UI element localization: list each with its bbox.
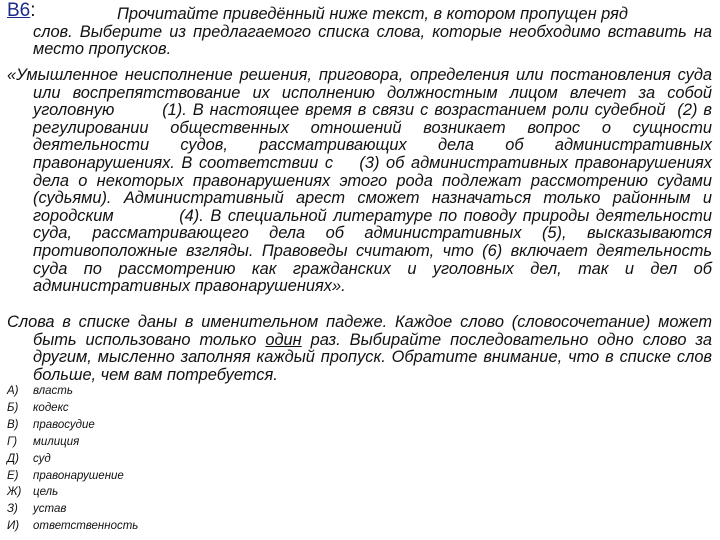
option-letter: И) [7, 520, 20, 533]
option-word: ответственность [33, 520, 139, 533]
options-list [7, 383, 138, 535]
option-word: суд [33, 452, 51, 465]
option-letter: З) [7, 503, 18, 516]
option-item [7, 468, 138, 485]
option-item [7, 417, 138, 434]
task-intro [7, 6, 712, 59]
option-word: милиция [33, 435, 80, 448]
quote-paragraph: «Умышленное неисполнение решения, приговора, определения или постановления суда или воспрепятствование их исполнению должностным лицом влечет за собой уголовную (1). В настоящее время в связи с возрастанием роли судебной (2) в регулировании общественных отношений возникает вопрос о сущности деятельности судов, рассматривающих дела об административных правонарушениях. В соответствии с (3) об административных правонарушениях дела о некоторых правонарушениях этого рода подлежат рассмотрению судами (судьями). Административный арест сможет назначаться только районным и городским (4). В специальной литературе по поводу природы деятельности суда, рассматривающего дела об административных (5), высказываются противоположные взгляды. Правоведы считают, что (6) включает деятельность суда по рассмотрению как гражданских и уголовных дел, так и дел об административных правонарушениях». [7, 66, 717, 296]
task-colon: : [30, 0, 36, 21]
option-item [7, 434, 138, 451]
instruction-paragraph [7, 314, 712, 384]
option-letter: Ж) [7, 486, 22, 499]
option-item [7, 518, 138, 535]
instruction-part-1: Слова в списке даны в именительном падеже. Каждое слово (словосочетание) может быть использовано только [7, 313, 712, 349]
option-word: кодекс [33, 401, 69, 414]
option-letter: В) [7, 418, 19, 431]
instruction [7, 314, 712, 384]
option-word: цель [33, 486, 59, 499]
instruction-emphasis: один [265, 330, 302, 349]
quoted-text [7, 66, 717, 296]
option-word: правосудие [33, 418, 95, 431]
intro-line-1: Прочитайте приведённый ниже текст, в котором пропущен ряд [117, 5, 628, 23]
option-item [7, 451, 138, 468]
option-item [7, 501, 138, 518]
option-item [7, 484, 138, 501]
option-word: устав [33, 503, 67, 516]
option-item [7, 383, 138, 400]
instruction-part-2: раз. Выбирайте последовательно одно слово за другим, мысленно заполняя каждый пропуск. Обратите внимание, что в списке слов больше, чем вам потребуется. [33, 330, 712, 384]
option-word: власть [33, 385, 73, 397]
option-letter: Д) [7, 452, 19, 465]
task-code: В6 [7, 0, 31, 21]
option-letter: Б) [7, 401, 19, 414]
option-letter: Е) [7, 469, 19, 482]
intro-line-2: слов. Выберите из предлагаемого списка слова, которые необходимо вставить на место пропусков. [33, 22, 712, 59]
option-item [7, 400, 138, 417]
option-letter: Г) [7, 435, 18, 448]
option-letter: А) [7, 385, 19, 397]
option-word: правонарушение [33, 469, 124, 482]
